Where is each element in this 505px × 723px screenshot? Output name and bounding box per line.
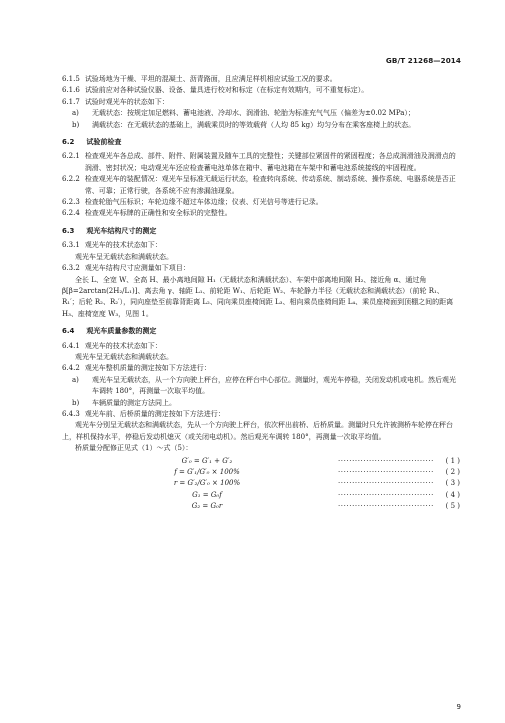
heading-number: 6.2 xyxy=(62,138,75,147)
clause-6-3-2 xyxy=(62,263,460,274)
clause-number: 6.2.1 xyxy=(62,152,80,161)
clause-text: 观光车前、后桥质量的测定按如下方法进行： xyxy=(84,409,225,418)
formula-expression: r = G′₂/G′₀ × 100% xyxy=(173,479,241,488)
list-item-b xyxy=(62,398,460,409)
clause-text: 试验场地为干燥、平坦的混凝土、沥青路面，且应满足样机相应试验工况的要求。 xyxy=(84,75,337,83)
clause-6-1-5 xyxy=(62,74,460,85)
list-label: b) xyxy=(72,398,80,407)
heading-title: 试验前检查 xyxy=(86,138,122,147)
list-item-a xyxy=(62,375,460,398)
list-text: 车辆质量的测定方法同上。 xyxy=(92,398,176,407)
formula-expression: G₂ = G₀r xyxy=(191,502,223,511)
clause-text: 观光车整机质量的测定按如下方法进行： xyxy=(84,364,211,373)
clause-6-4-3-body: 观光车分别呈无载状态和满载状态，先从一个方向驶上秤台，依次秤出前桥、后桥质量。测量时只允许被测桥车轮停在秤台上，样机保持水平，停稳后发动机熄灭（或关闭电动机）。然后观光车调转 180°，再测量一次取平均值。 xyxy=(62,421,453,441)
clause-6-2-4 xyxy=(62,208,460,219)
clause-text: 观光车的技术状态如下： xyxy=(84,341,162,350)
clause-6-3-1 xyxy=(62,240,460,251)
formula-number: ( 5 ) xyxy=(445,502,460,511)
section-heading-6-3 xyxy=(62,226,460,237)
formula-row xyxy=(62,467,460,478)
standard-code: GB/T 21268—2014 xyxy=(385,56,461,65)
list-text: 满载状态：在无载状态的基础上，满载乘员时的等效载荷（人均 85 kg）均匀分布在乘客座椅上的状态。 xyxy=(92,120,416,129)
formula-leader-dots: ·································· xyxy=(337,456,434,465)
clause-text: 观光车结构尺寸应测量如下项目： xyxy=(84,264,190,273)
clause-6-4-3 xyxy=(62,409,460,420)
clause-text: 检查观光车各总成、部件、附件、附属装置及随车工具的完整性；关键部位紧固件的紧固程度；各总成润滑油及润滑点的润滑、密封状况；电动观光车还应检查蓄电池单体在箱中、蓄电池箱在车架中和蓄电池系统接线的牢固程度。 xyxy=(84,152,456,172)
clause-number: 6.1.7 xyxy=(62,97,80,106)
clause-text: 检查观光车的装配情况：观光车呈标准无载运行状态，检查转向系统、传动系统、制动系统、操作系统、电器系统是否正常、可靠；正常行驶，各系统不应有渗漏油现象。 xyxy=(84,175,456,195)
formula-expression: f = G′₁/G′₀ × 100% xyxy=(174,467,240,476)
clause-6-3-2-body: 全长 L、全宽 W、全高 H、最小离地间隙 H₁（无载状态和满载状态）、车架中部离地间隙 H₂、接近角 α、通过角 β[β=2arctan(2H₂/L₁)]、离去角 γ、轴距 L₁、前轮距 W₁、后轮距 W₂、车轮静力半径（无载状态和满载状态）（前轮 R₁、R₁′；后轮 R₂、R₂′），同向座垫至前靠背距离 L₂、同向乘员座椅间距 L₃、相向乘员座椅间距 L₄、乘员座椅面到顶棚之间的距离 H₃、座椅宽度 W₃，见图 1。 xyxy=(62,275,454,318)
list-item-b xyxy=(62,120,460,131)
formula-number: ( 1 ) xyxy=(445,456,460,465)
formula-intro: 桥质量分配修正见式（1）～式（5）： xyxy=(75,444,193,453)
formula-leader-dots: ·································· xyxy=(337,490,434,499)
clause-number: 6.4.2 xyxy=(62,364,80,373)
clause-6-4-1 xyxy=(62,341,460,352)
formula-expression: G′₀ = G′₁ + G′₂ xyxy=(181,456,233,465)
formula-leader-dots: ·································· xyxy=(337,479,434,488)
formula-row xyxy=(62,478,460,489)
clause-number: 6.3.1 xyxy=(62,241,80,250)
formula-leader-dots: ·································· xyxy=(337,467,434,476)
clause-6-1-7 xyxy=(62,97,460,108)
formula-row xyxy=(62,490,460,501)
clause-number: 6.2.4 xyxy=(62,209,80,218)
clause-text: 检查观光车标牌的正确性和安全标识的完整性。 xyxy=(84,209,232,218)
heading-title: 观光车质量参数的测定 xyxy=(86,327,157,336)
clause-6-4-1-body: 观光车呈无载状态和满载状态。 xyxy=(75,352,173,361)
clause-number: 6.3.2 xyxy=(62,264,80,273)
formula-number: ( 4 ) xyxy=(445,490,460,499)
clause-number: 6.4.3 xyxy=(62,409,80,418)
list-label: a) xyxy=(72,109,79,118)
clause-number: 6.1.5 xyxy=(62,75,80,83)
clause-number: 6.2.3 xyxy=(62,198,80,207)
clause-text: 观光车的技术状态如下： xyxy=(84,241,162,250)
list-text: 无载状态：按规定加足燃料、蓄电池液、冷却水、润滑油、轮胎为标准充气气压（偏差为±0.02 MPa）； xyxy=(92,109,415,118)
formula-expression: G₁ = G₀f xyxy=(192,490,222,499)
list-label: b) xyxy=(72,120,80,129)
clause-6-4-2 xyxy=(62,363,460,374)
clause-number: 6.4.1 xyxy=(62,341,80,350)
list-text: 观光车呈无载状态，从一个方向驶上秤台，应停在秤台中心部位。测量时，观光车停稳，关闭发动机或电机。然后观光车调转 180°，再测量一次取平均值。 xyxy=(92,375,456,396)
formula-number: ( 2 ) xyxy=(445,467,460,476)
clause-6-2-2 xyxy=(62,174,460,197)
clause-6-1-6 xyxy=(62,85,460,96)
section-heading-6-2 xyxy=(62,137,460,148)
clause-number: 6.2.2 xyxy=(62,175,80,184)
clause-text: 试验前应对各种试验仪器、设备、量具进行校对和标定（在标定有效期内，可不重复标定）。 xyxy=(84,86,369,95)
heading-title: 观光车结构尺寸的测定 xyxy=(86,226,157,235)
clause-6-2-3 xyxy=(62,197,460,208)
page-number: 9 xyxy=(456,703,461,711)
formula-list xyxy=(62,456,460,513)
page-content xyxy=(62,74,460,513)
heading-number: 6.3 xyxy=(62,226,75,235)
heading-number: 6.4 xyxy=(62,327,75,336)
clause-text: 试验时观光车的状态如下： xyxy=(84,97,169,106)
section-heading-6-4 xyxy=(62,326,460,337)
formula-row xyxy=(62,501,460,512)
clause-6-2-1 xyxy=(62,151,460,174)
clause-6-3-1-body: 观光车呈无载状态和满载状态。 xyxy=(75,252,173,261)
clause-number: 6.1.6 xyxy=(62,86,80,95)
list-label: a) xyxy=(72,375,79,384)
list-item-a xyxy=(62,108,460,119)
clause-text: 检查轮胎气压标识；车轮边缘不超过车体边缘；仪表、灯光信号等进行记录。 xyxy=(84,198,323,207)
formula-row xyxy=(62,456,460,467)
formula-leader-dots: ·································· xyxy=(337,502,434,511)
formula-number: ( 3 ) xyxy=(445,479,460,488)
